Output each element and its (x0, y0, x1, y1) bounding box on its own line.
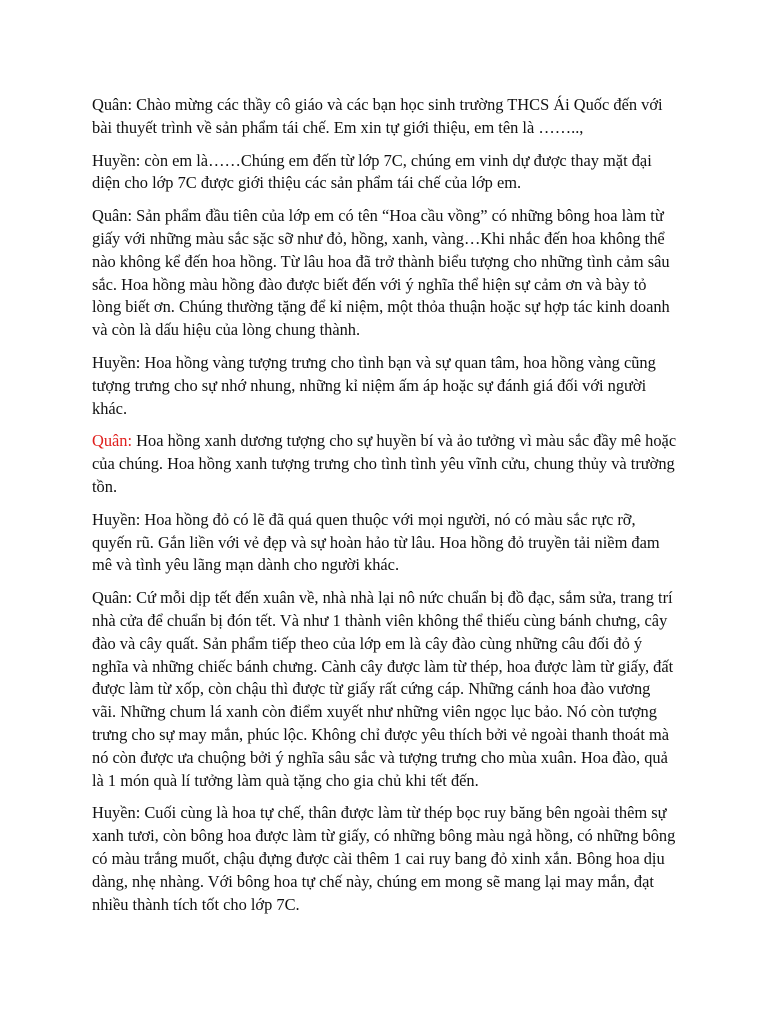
paragraph-text: Chào mừng các thầy cô giáo và các bạn học sinh trường THCS Ái Quốc đến với bài thuyết trình về sản phẩm tái chế. Em xin tự giới thiệu, em tên là …….., (92, 95, 663, 137)
speaker-label: Quân: (92, 206, 133, 226)
paragraph-text: còn em là……Chúng em đến từ lớp 7C, chúng em vinh dự được thay mặt đại diện cho lớp 7C được giới thiệu các sản phẩm tái chế của lớp em. (92, 150, 652, 193)
dialogue-paragraph-5 (92, 430, 678, 498)
dialogue-paragraph-6 (92, 509, 678, 577)
paragraph-text: Hoa hồng đỏ có lẽ đã quá quen thuộc với mọi người, nó có màu sắc rực rỡ, quyến rũ. Gắn liền với vẻ đẹp và sự hoàn hảo từ lâu. Hoa hồng đỏ truyền tải niềm đam mê và tình yêu lãng mạn dành cho người khác. (92, 509, 660, 575)
paragraph-text: Sản phẩm đầu tiên của lớp em có tên “Hoa cầu vồng” có những bông hoa làm từ giấy với những màu sắc sặc sỡ như đỏ, hồng, xanh, vàng…Khi nhắc đến hoa không thể nào không kể đến hoa hồng. Từ lâu hoa đã trở thành biểu tượng cho những tình cảm sâu sắc. Hoa hồng màu hồng đào được biết đến với ý nghĩa thể hiện sự cảm ơn và bày tỏ lòng biết ơn. Chúng thường tặng để kỉ niệm, một thỏa thuận hoặc sự hợp tác kinh doanh và còn là dấu hiệu của lòng chung thành. (92, 206, 670, 340)
dialogue-paragraph-3 (92, 205, 678, 342)
dialogue-paragraph-4 (92, 352, 678, 420)
dialogue-paragraph-1 (92, 94, 678, 140)
speaker-label-highlighted: Quân: (92, 431, 133, 451)
paragraph-text: Cứ mỗi dịp tết đến xuân về, nhà nhà lại nô nức chuẩn bị đồ đạc, sắm sửa, trang trí nhà cửa để chuẩn bị đón tết. Và như 1 thành viên không thể thiếu cùng bánh chưng, cây đào và cây quất. Sản phẩm tiếp theo của lớp em là cây đào cùng những câu đối đỏ ý nghĩa và những chiếc bánh chưng. Cành cây được làm từ thép, hoa được làm từ giấy, đất được làm từ xốp, còn chậu thì được từ giấy rất cứng cáp. Những cánh hoa đào vương vãi. Những chum lá xanh còn điểm xuyết như những viên ngọc lục bảo. Nó còn tượng trưng cho sự may mắn, phúc lộc. Không chỉ được yêu thích bởi vẻ ngoài thanh thoát mà nó còn được ưa chuộng bởi ý nghĩa sâu sắc và tượng trưng cho mùa xuân. Hoa đào, quả là 1 món quà lí tưởng làm quà tặng cho gia chủ khi tết đến. (92, 588, 674, 790)
speaker-label: Quân: (92, 588, 133, 608)
speaker-label: Huyền: (92, 509, 141, 529)
dialogue-paragraph-8 (92, 802, 678, 916)
paragraph-text: Cuối cùng là hoa tự chế, thân được làm từ thép bọc ruy băng bên ngoài thêm sự xanh tươi, còn bông hoa được làm từ giấy, có những bông màu ngả hồng, có những bông có màu trắng muốt, chậu đựng được cài thêm 1 cai ruy bang đỏ xinh xắn. Bông hoa dịu dàng, nhẹ nhàng. Với bông hoa tự chế này, chúng em mong sẽ mang lại may mắn, đạt nhiều thành tích tốt cho lớp 7C. (92, 803, 676, 914)
dialogue-paragraph-7 (92, 587, 678, 792)
paragraph-text: Hoa hồng vàng tượng trưng cho tình bạn và sự quan tâm, hoa hồng vàng cũng tượng trưng cho sự nhớ nhung, những kỉ niệm ấm áp hoặc sự đánh giá đối với người khác. (92, 352, 656, 418)
dialogue-paragraph-2 (92, 150, 678, 196)
speaker-label: Huyền: (92, 803, 141, 823)
speaker-label: Huyền: (92, 352, 141, 372)
speaker-label: Huyền: (92, 150, 141, 170)
paragraph-text: Hoa hồng xanh dương tượng cho sự huyền bí và ảo tưởng vì màu sắc đầy mê hoặc của chúng. Hoa hồng xanh tượng trưng cho tình tình yêu vĩnh cửu, chung thủy và trường tồn. (92, 431, 677, 496)
speaker-label: Quân: (92, 95, 133, 114)
